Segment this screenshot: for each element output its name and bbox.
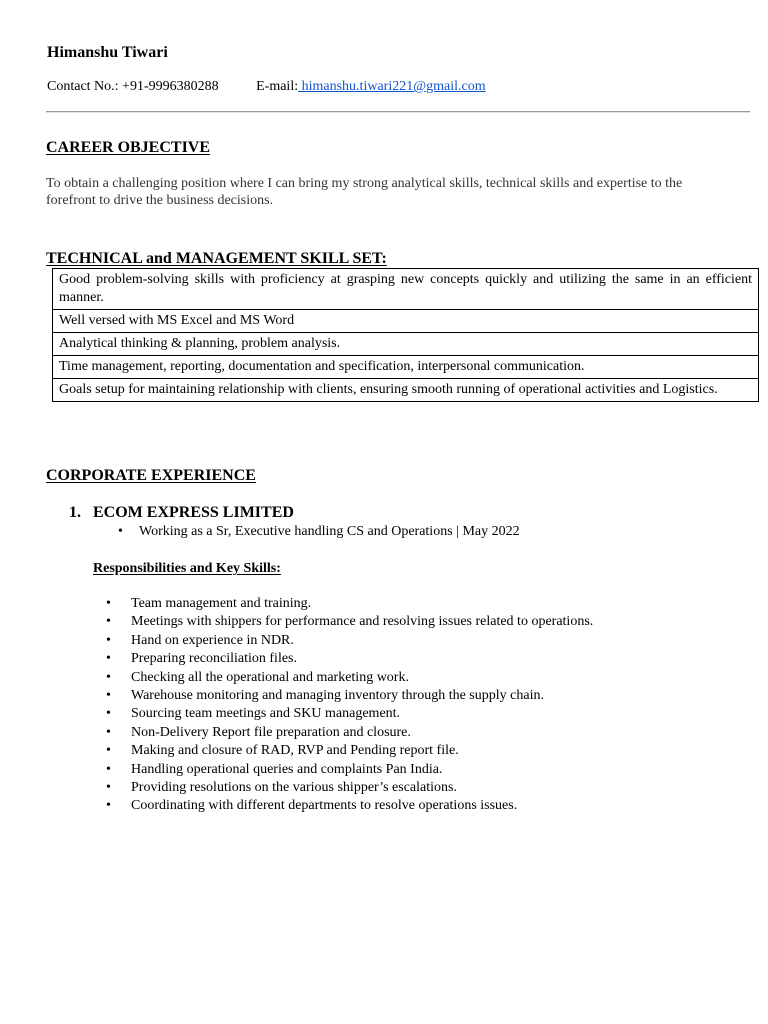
company-name: ECOM EXPRESS LIMITED — [93, 504, 294, 521]
skill-cell: Analytical thinking & planning, problem analysis. — [53, 333, 759, 356]
responsibilities-heading: Responsibilities and Key Skills: — [93, 561, 281, 576]
list-item — [106, 595, 593, 613]
table-row — [53, 379, 759, 402]
contact-number: Contact No.: +91-9996380288 — [47, 79, 219, 94]
list-item — [106, 650, 593, 668]
bullet-icon: • — [106, 761, 111, 777]
bullet-icon: • — [106, 596, 111, 611]
header-divider — [46, 111, 750, 113]
table-row — [53, 310, 759, 333]
list-item — [106, 724, 593, 742]
bullet-icon: • — [106, 706, 111, 722]
skill-cell: Time management, reporting, documentation and specification, interpersonal communication. — [53, 356, 759, 379]
list-item — [106, 705, 593, 723]
bullet-icon: • — [106, 687, 111, 703]
list-item-text: Coordinating with different departments to resolve operations issues. — [131, 798, 518, 814]
skills-table — [52, 268, 759, 402]
list-item-text: Handling operational queries and complaints Pan India. — [131, 761, 443, 777]
list-item-text: Warehouse monitoring and managing inventory through the supply chain. — [131, 687, 544, 703]
role-text: Working as a Sr, Executive handling CS and Operations | May 2022 — [139, 524, 520, 539]
table-row — [53, 333, 759, 356]
career-objective-text: To obtain a challenging position where I can bring my strong analytical skills, technical skills and expertise to the forefront to drive the business decisions. — [46, 176, 683, 208]
list-item — [106, 742, 593, 760]
candidate-name: Himanshu Tiwari — [47, 44, 168, 61]
list-item — [106, 687, 593, 705]
email-label: E-mail: — [256, 79, 299, 94]
list-item-text: Checking all the operational and marketing work. — [131, 669, 409, 685]
role-line — [118, 524, 520, 540]
bullet-icon: • — [106, 614, 111, 630]
list-item-text: Non-Delivery Report file preparation and closure. — [131, 724, 411, 740]
bullet-icon: • — [106, 779, 111, 795]
bullet-icon: • — [106, 632, 111, 648]
list-item-text: Team management and training. — [131, 596, 312, 611]
email-link[interactable]: himanshu.tiwari221@gmail.com — [298, 79, 486, 94]
contact-line — [47, 79, 486, 95]
list-item-text: Sourcing team meetings and SKU management. — [131, 706, 401, 722]
table-row — [53, 269, 759, 310]
bullet-icon: • — [106, 651, 111, 667]
bullet-icon: • — [106, 743, 111, 759]
skill-cell: Good problem-solving skills with proficiency at grasping new concepts quickly and utilizing the same in an efficient manner. — [53, 269, 759, 310]
experience-heading: CORPORATE EXPERIENCE — [46, 467, 256, 484]
list-item-text: Hand on experience in NDR. — [131, 632, 294, 648]
responsibilities-list — [106, 595, 593, 816]
skill-cell: Goals setup for maintaining relationship with clients, ensuring smooth running of operational activities and Logistics. — [53, 379, 759, 402]
career-objective-heading: CAREER OBJECTIVE — [46, 139, 211, 156]
list-item-text: Making and closure of RAD, RVP and Pending report file. — [131, 743, 459, 759]
bullet-icon: • — [106, 669, 111, 685]
list-item — [106, 761, 593, 779]
skills-heading: TECHNICAL and MANAGEMENT SKILL SET: — [46, 250, 387, 267]
list-item — [106, 779, 593, 797]
list-item-text: Meetings with shippers for performance and resolving issues related to operations. — [131, 614, 594, 630]
list-item-text: Preparing reconciliation files. — [131, 651, 297, 667]
list-item — [106, 797, 593, 815]
list-item — [106, 613, 593, 631]
table-row — [53, 356, 759, 379]
bullet-icon: • — [118, 524, 123, 539]
list-item — [106, 669, 593, 687]
list-item-text: Providing resolutions on the various shipper’s escalations. — [131, 779, 457, 795]
skill-cell: Well versed with MS Excel and MS Word — [53, 310, 759, 333]
bullet-icon: • — [106, 798, 111, 814]
company-number: 1. — [69, 504, 81, 521]
bullet-icon: • — [106, 724, 111, 740]
company-title — [69, 504, 294, 522]
list-item — [106, 632, 593, 650]
